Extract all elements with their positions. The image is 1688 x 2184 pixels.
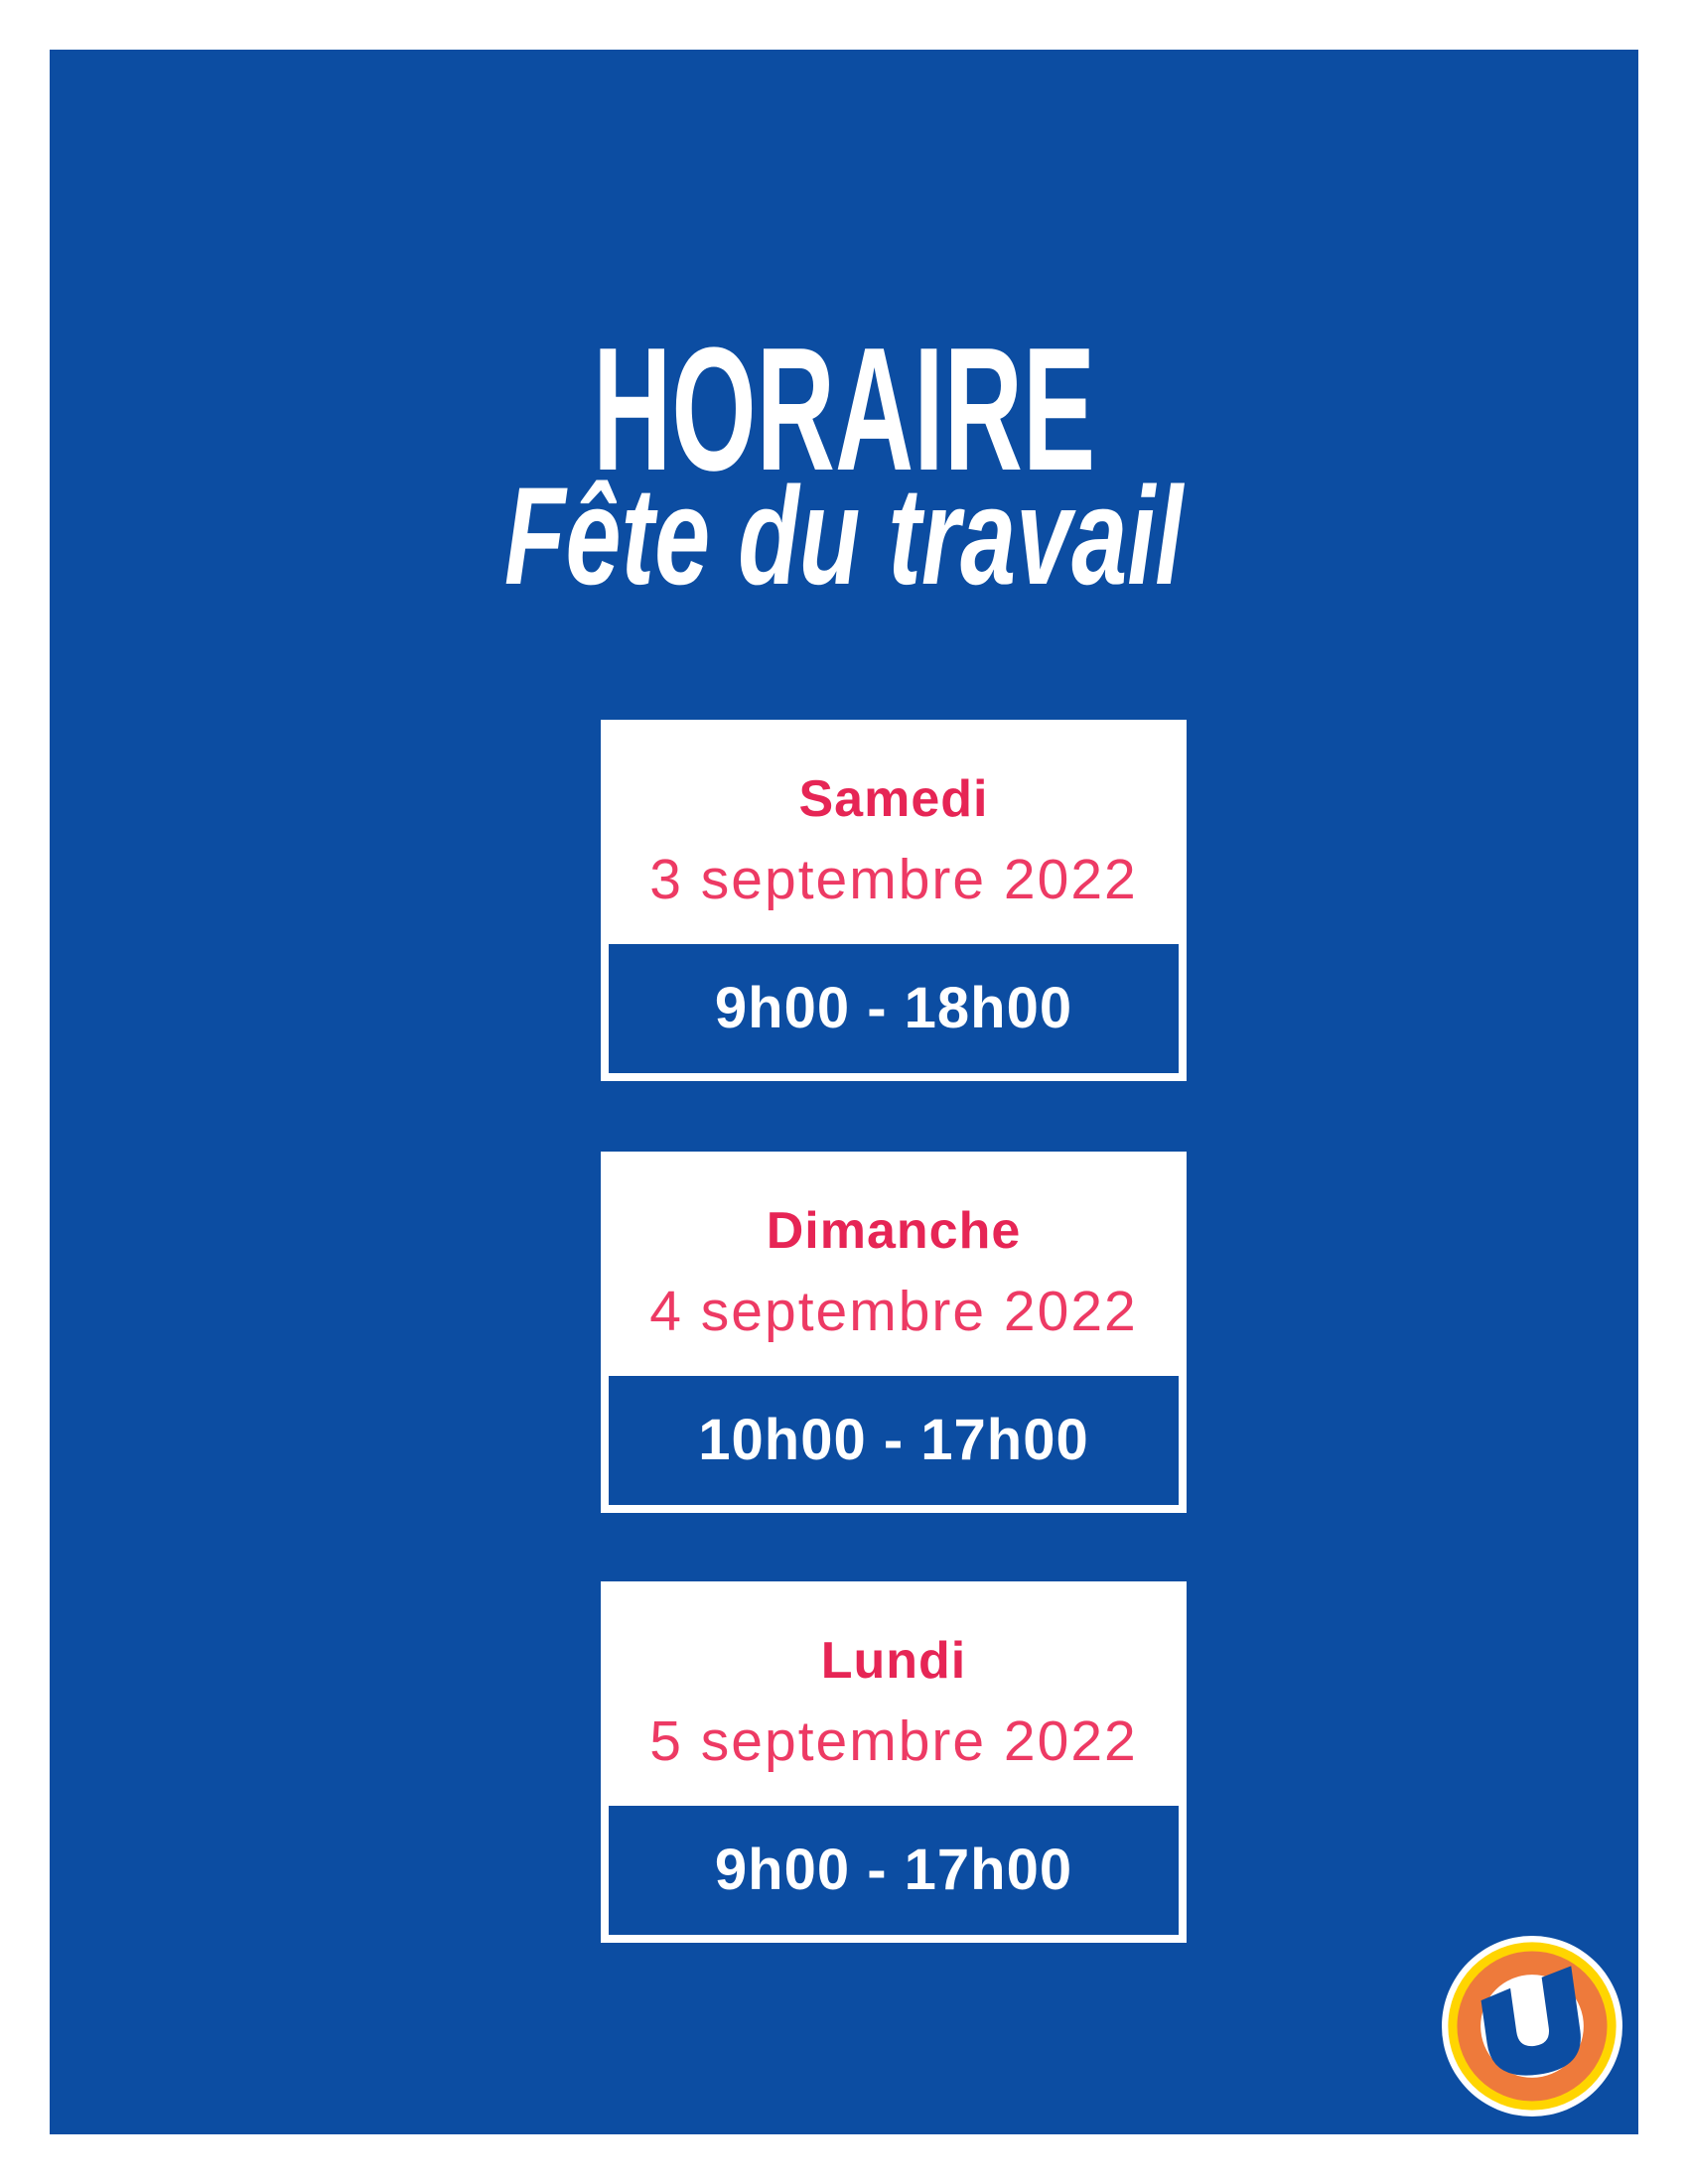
hours-label: 9h00 - 17h00 [714,1838,1073,1902]
blue-panel [50,50,1638,2134]
hours-label: 9h00 - 18h00 [714,976,1073,1040]
hours-label: 10h00 - 17h00 [698,1408,1089,1472]
date-label: 4 septembre 2022 [649,1280,1138,1343]
u-brand-logo-icon [1442,1936,1622,2116]
page-subtitle: Fête du travail [504,458,1184,614]
day-label: Lundi [820,1632,967,1690]
schedule-card-monday [601,1581,1187,1943]
date-label: 3 septembre 2022 [649,848,1138,911]
date-label: 5 septembre 2022 [649,1709,1138,1773]
subtitle-row [50,458,1638,614]
hours-bar [609,1376,1179,1505]
day-label: Samedi [798,770,989,828]
hours-bar [609,944,1179,1073]
day-label: Dimanche [766,1202,1022,1260]
page-title: HORAIRE [592,311,1096,507]
hours-bar [609,1806,1179,1935]
schedule-card-saturday [601,720,1187,1081]
schedule-card-sunday [601,1152,1187,1513]
